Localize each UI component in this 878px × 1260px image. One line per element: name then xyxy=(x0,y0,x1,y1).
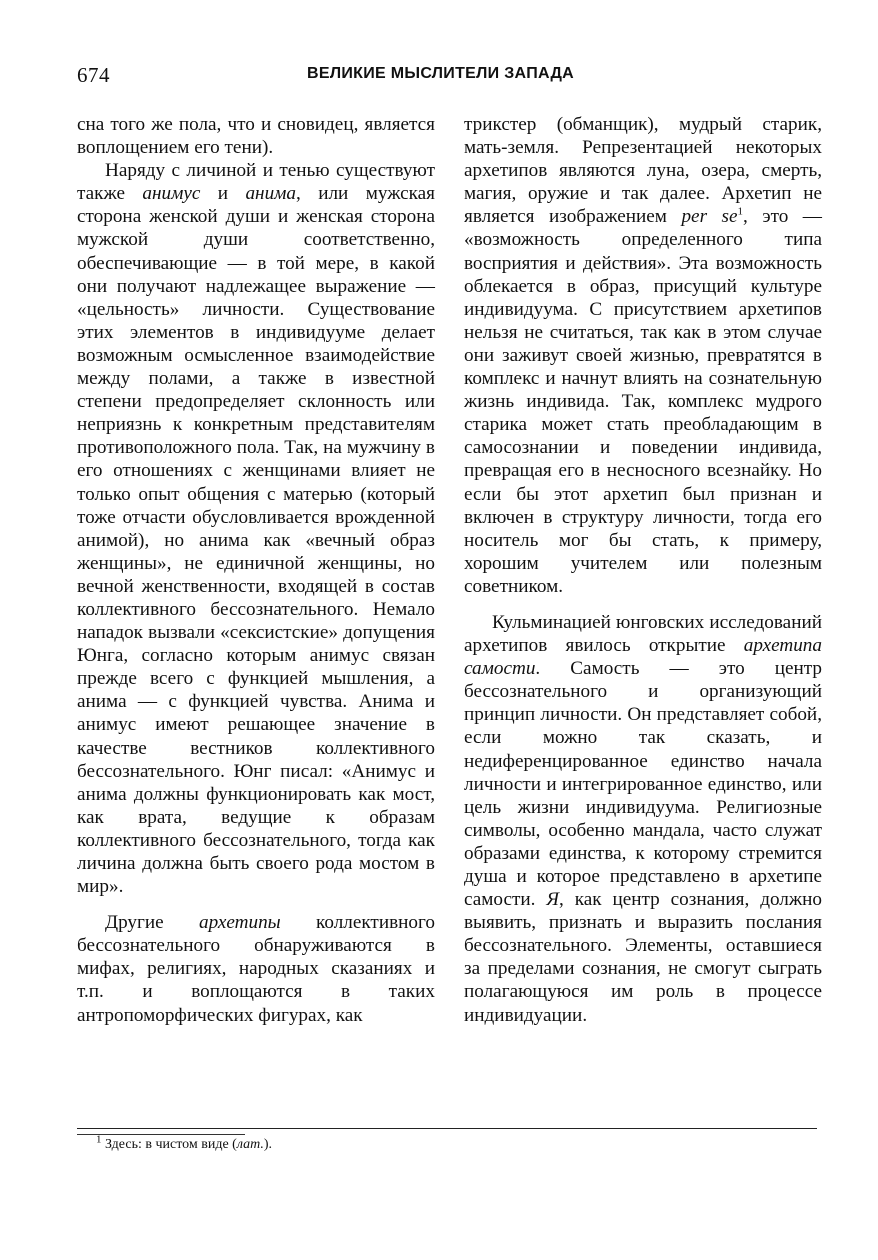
footnote-reference[interactable]: 1 xyxy=(737,205,744,218)
footnote-rule xyxy=(77,1134,245,1135)
footnote-lat: лат. xyxy=(236,1137,264,1152)
footnote: $^1$ Здесь: в чистом виде (лат.). xyxy=(96,1133,273,1152)
term-animus: анимус xyxy=(142,183,201,205)
term-archetypes: архетипы xyxy=(199,912,281,934)
paragraph-other-archetypes: Другие архетипы коллективного бессознательного обнаруживаются в мифах, религиях, народных сказаниях и т.п. и воплощаются в таких антропоморфических фигурах, как xyxy=(77,912,435,1026)
footnote-separator xyxy=(77,1128,817,1129)
paragraph-animus-anima: Наряду с личиной и тенью существуют также анимус и анима, или мужская сторона женской души и женская сторона мужской души соответственно, обеспечивающие — в той мере, в какой они получают надлежащее выражение — «цельность» личности. Существование этих элементов в индивидууме делает возможным осмысленное взаимодействие между полами, а также в известной степени предопределяет склонность или неприязнь к конкретным представителям противоположного пола. Так, на мужчину в его отношениях с женщинами влияет не только опыт общения с матерью (который тоже отчасти обусловливается врожденной анимой), но анима как «вечный образ женщины», не единичной женщины, но вечной женственности, входящей в состав коллективного бессознательного. Немало нападок вызвали «сексистские» допущения Юнга, согласно которым анимус связан прежде всего с функцией мышления, а анима — с функцией чувства. Анима и анимус имеют решающее значение в качестве вестников коллективного бессознательного. Юнг писал: «Анимус и анима должны функционировать как мост, как врата, ведущие к образам коллективного бессознательного, тогда как личина должна быть своего рода мостом в мир». xyxy=(77,160,435,898)
paragraph-continuation: сна того же пола, что и сновидец, является воплощением его тени). xyxy=(77,114,435,159)
page-number: 674 xyxy=(77,63,110,87)
term-ego: Я xyxy=(546,889,559,911)
paragraph-self-archetype: Кульминацией юнговских исследований архетипов явилось открытие архетипа самости. Самость — это центр бессознательного и организующий принцип личности. Он представляет собой, если можно так сказать, и недиференцированное единство начала личности и интегрированное единство, или цель жизни индивидуума. Религиозные символы, особенно мандала, часто служат образами единства, к которому стремится душа и которое представлено в архетипе самости. Я, как центр сознания, должно выявить, признать и выразить послания бессознательного. Элементы, оставшиеся за пределами сознания, не смогут сыграть полагающуюся им роль в процессе индивидуации. xyxy=(464,611,822,1026)
book-title: ВЕЛИКИЕ МЫСЛИТЕЛИ ЗАПАДА xyxy=(307,65,574,82)
left-column xyxy=(77,113,435,1027)
term-per-se: per se xyxy=(681,206,738,228)
running-head xyxy=(77,63,817,93)
term-anima: анима xyxy=(245,183,296,205)
paragraph-trickster: трикстер (обманщик), мудрый старик, мать-земля. Репрезентацией некоторых архетипов являются луна, озера, смерть, магия, оружие и так далее. Архетип не является изображением per $se^1$, это — «возможность определенного типа восприятия и действия». Эта возможность облекается в образ, присущий культуре индивидуума. С присутствием архетипов нельзя не считаться, так как в этом случае они заживут своей жизнью, превратятся в комплекс и начнут влиять на сознательную жизнь индивида. Так, комплекс мудрого старика может стать преобладающим в самосознании и поведении индивида, превращая его в несносного всезнайку. Но если бы этот архетип был признан и включен в структуру личности, тогда его носитель мог бы стать, к примеру, хорошим учителем или полезным советником. xyxy=(464,114,822,597)
right-column xyxy=(464,113,822,1027)
term-self-archetype: архетипа самости xyxy=(464,635,822,680)
footnote-mark: 1 xyxy=(96,1133,102,1146)
